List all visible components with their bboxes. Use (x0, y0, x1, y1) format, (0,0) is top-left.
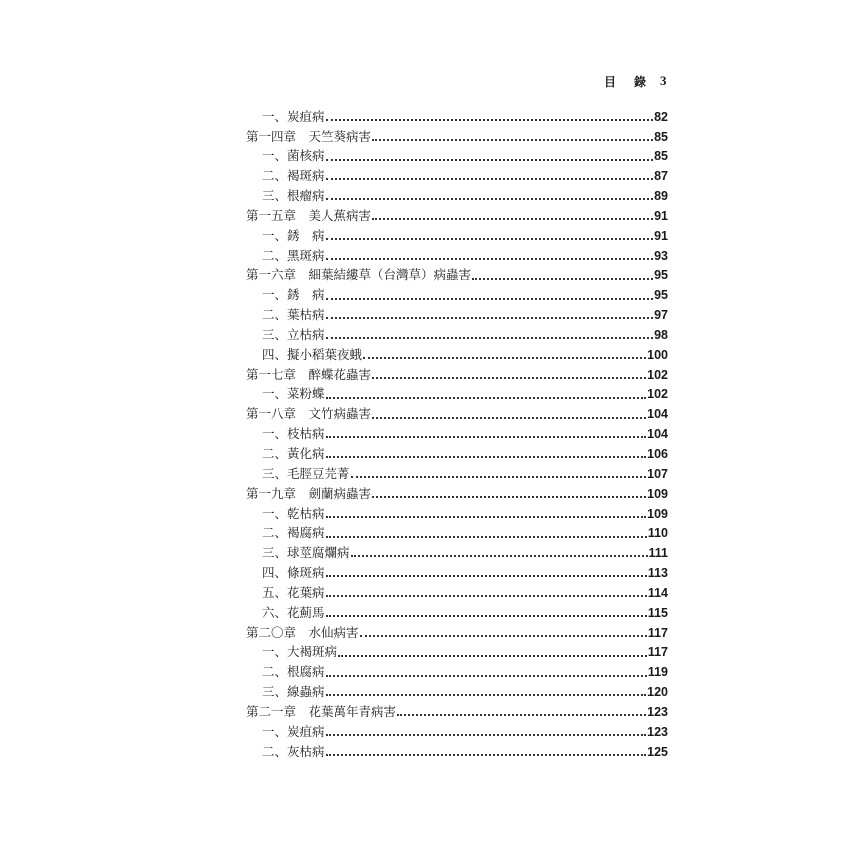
toc-section-entry (246, 325, 668, 345)
entry-page-number: 117 (647, 625, 668, 640)
toc-chapter-entry (246, 484, 668, 504)
dot-leader (372, 139, 653, 141)
entry-page-number: 107 (647, 466, 668, 481)
dot-leader (326, 159, 654, 161)
toc-section-entry (246, 305, 668, 325)
entry-page-number: 125 (647, 744, 668, 759)
entry-page-number: 82 (654, 109, 668, 124)
entry-title: 六、花薊馬 (262, 604, 325, 620)
dot-leader (326, 298, 654, 300)
toc-chapter-entry (246, 206, 668, 226)
toc-section-entry (246, 663, 668, 683)
entry-page-number: 91 (654, 228, 668, 243)
entry-page-number: 85 (654, 129, 668, 144)
entry-title: 第一四章 天竺葵病害 (246, 128, 372, 144)
entry-page-number: 111 (648, 546, 668, 561)
toc-section-entry (246, 742, 668, 762)
dot-leader (472, 278, 653, 280)
entry-page-number: 95 (654, 268, 668, 283)
entry-title: 三、立枯病 (262, 326, 325, 342)
dot-leader (326, 337, 654, 339)
entry-page-number: 104 (647, 407, 668, 422)
entry-page-number: 102 (647, 367, 668, 382)
entry-title: 一、菜粉蝶 (262, 386, 325, 402)
entry-title: 一、銹 病 (262, 287, 325, 303)
entry-page-number: 89 (654, 189, 668, 204)
entry-title: 四、擬小稻葉夜蛾 (262, 346, 363, 362)
toc-section-entry (246, 504, 668, 524)
toc-section-entry (246, 444, 668, 464)
dot-leader (326, 694, 647, 696)
dot-leader (326, 675, 647, 677)
toc-section-entry (246, 286, 668, 306)
toc-chapter-entry (246, 266, 668, 286)
entry-title: 一、大褐斑病 (262, 644, 338, 660)
entry-title: 一、乾枯病 (262, 505, 325, 521)
entry-page-number: 115 (647, 605, 668, 620)
toc-section-entry (246, 167, 668, 187)
entry-title: 三、線蟲病 (262, 684, 325, 700)
toc-section-entry (246, 147, 668, 167)
dot-leader (360, 635, 647, 637)
entry-title: 一、菌核病 (262, 148, 325, 164)
entry-page-number: 123 (647, 724, 668, 739)
entry-title: 五、花葉病 (262, 584, 325, 600)
dot-leader (326, 258, 654, 260)
toc-section-entry (246, 107, 668, 127)
dot-leader (326, 436, 647, 438)
toc-section-entry (246, 464, 668, 484)
entry-page-number: 109 (647, 486, 668, 501)
entry-page-number: 93 (654, 248, 668, 263)
entry-title: 一、枝枯病 (262, 426, 325, 442)
entry-page-number: 91 (654, 208, 668, 223)
dot-leader (326, 317, 654, 319)
toc-section-entry (246, 226, 668, 246)
entry-page-number: 110 (647, 526, 668, 541)
entry-title: 二、褐腐病 (262, 525, 325, 541)
entry-page-number: 98 (654, 327, 668, 342)
dot-leader (326, 615, 647, 617)
dot-leader (326, 397, 647, 399)
entry-title: 一、炭疽病 (262, 108, 325, 124)
toc-section-entry (246, 425, 668, 445)
entry-page-number: 123 (647, 704, 668, 719)
toc-chapter-entry (246, 702, 668, 722)
entry-page-number: 85 (654, 149, 668, 164)
toc-chapter-entry (246, 365, 668, 385)
entry-title: 第一七章 醉蝶花蟲害 (246, 366, 372, 382)
entry-page-number: 113 (647, 566, 668, 581)
entry-title: 二、灰枯病 (262, 743, 325, 759)
entry-title: 第一九章 劍蘭病蟲害 (246, 485, 372, 501)
toc-section-entry (246, 345, 668, 365)
entry-title: 第二一章 花葉萬年青病害 (246, 703, 397, 719)
entry-page-number: 109 (647, 506, 668, 521)
entry-title: 第一六章 細葉結縷草（台灣草）病蟲害 (246, 267, 472, 283)
dot-leader (326, 198, 654, 200)
entry-page-number: 117 (647, 645, 668, 660)
header-label-mu: 目 (604, 75, 617, 89)
dot-leader (363, 357, 646, 359)
toc-section-entry (246, 603, 668, 623)
dot-leader (326, 595, 647, 597)
dot-leader (326, 575, 647, 577)
entry-title: 第二〇章 水仙病害 (246, 624, 359, 640)
dot-leader (326, 178, 654, 180)
dot-leader (326, 238, 654, 240)
dot-leader (326, 456, 647, 458)
entry-title: 二、褐斑病 (262, 168, 325, 184)
dot-leader (338, 655, 647, 657)
dot-leader (372, 417, 646, 419)
entry-title: 二、黑斑病 (262, 247, 325, 263)
running-header (590, 73, 670, 91)
dot-leader (326, 754, 647, 756)
header-label-lu: 錄 (634, 75, 647, 89)
toc-section-entry (246, 544, 668, 564)
dot-leader (326, 516, 647, 518)
entry-page-number: 119 (647, 665, 668, 680)
dot-leader (351, 476, 647, 478)
toc-section-entry (246, 563, 668, 583)
dot-leader (326, 119, 654, 121)
dot-leader (351, 555, 648, 557)
entry-page-number: 106 (647, 447, 668, 462)
entry-page-number: 104 (647, 427, 668, 442)
entry-page-number: 97 (654, 308, 668, 323)
dot-leader (326, 734, 647, 736)
dot-leader (372, 377, 646, 379)
toc-section-entry (246, 524, 668, 544)
entry-title: 一、炭疽病 (262, 723, 325, 739)
toc-section-entry (246, 385, 668, 405)
entry-title: 第一五章 美人蕉病害 (246, 207, 372, 223)
dot-leader (397, 714, 646, 716)
entry-page-number: 87 (654, 169, 668, 184)
entry-title: 二、根腐病 (262, 664, 325, 680)
dot-leader (326, 536, 647, 538)
toc-chapter-entry (246, 127, 668, 147)
dot-leader (372, 218, 653, 220)
toc-section-entry (246, 682, 668, 702)
table-of-contents (246, 107, 668, 762)
toc-chapter-entry (246, 405, 668, 425)
entry-page-number: 120 (647, 685, 668, 700)
toc-section-entry (246, 186, 668, 206)
dot-leader (372, 496, 646, 498)
entry-title: 三、根瘤病 (262, 188, 325, 204)
entry-title: 一、銹 病 (262, 227, 325, 243)
entry-page-number: 102 (647, 387, 668, 402)
entry-title: 二、葉枯病 (262, 307, 325, 323)
toc-chapter-entry (246, 623, 668, 643)
entry-title: 三、毛脛豆芫菁 (262, 465, 350, 481)
entry-title: 三、球莖腐爛病 (262, 545, 350, 561)
entry-page-number: 95 (654, 288, 668, 303)
entry-title: 二、黃化病 (262, 446, 325, 462)
header-page-number: 3 (660, 73, 667, 88)
entry-title: 四、條斑病 (262, 565, 325, 581)
toc-section-entry (246, 722, 668, 742)
entry-page-number: 100 (647, 347, 668, 362)
entry-page-number: 114 (647, 585, 668, 600)
toc-section-entry (246, 643, 668, 663)
toc-section-entry (246, 246, 668, 266)
toc-section-entry (246, 583, 668, 603)
entry-title: 第一八章 文竹病蟲害 (246, 406, 372, 422)
